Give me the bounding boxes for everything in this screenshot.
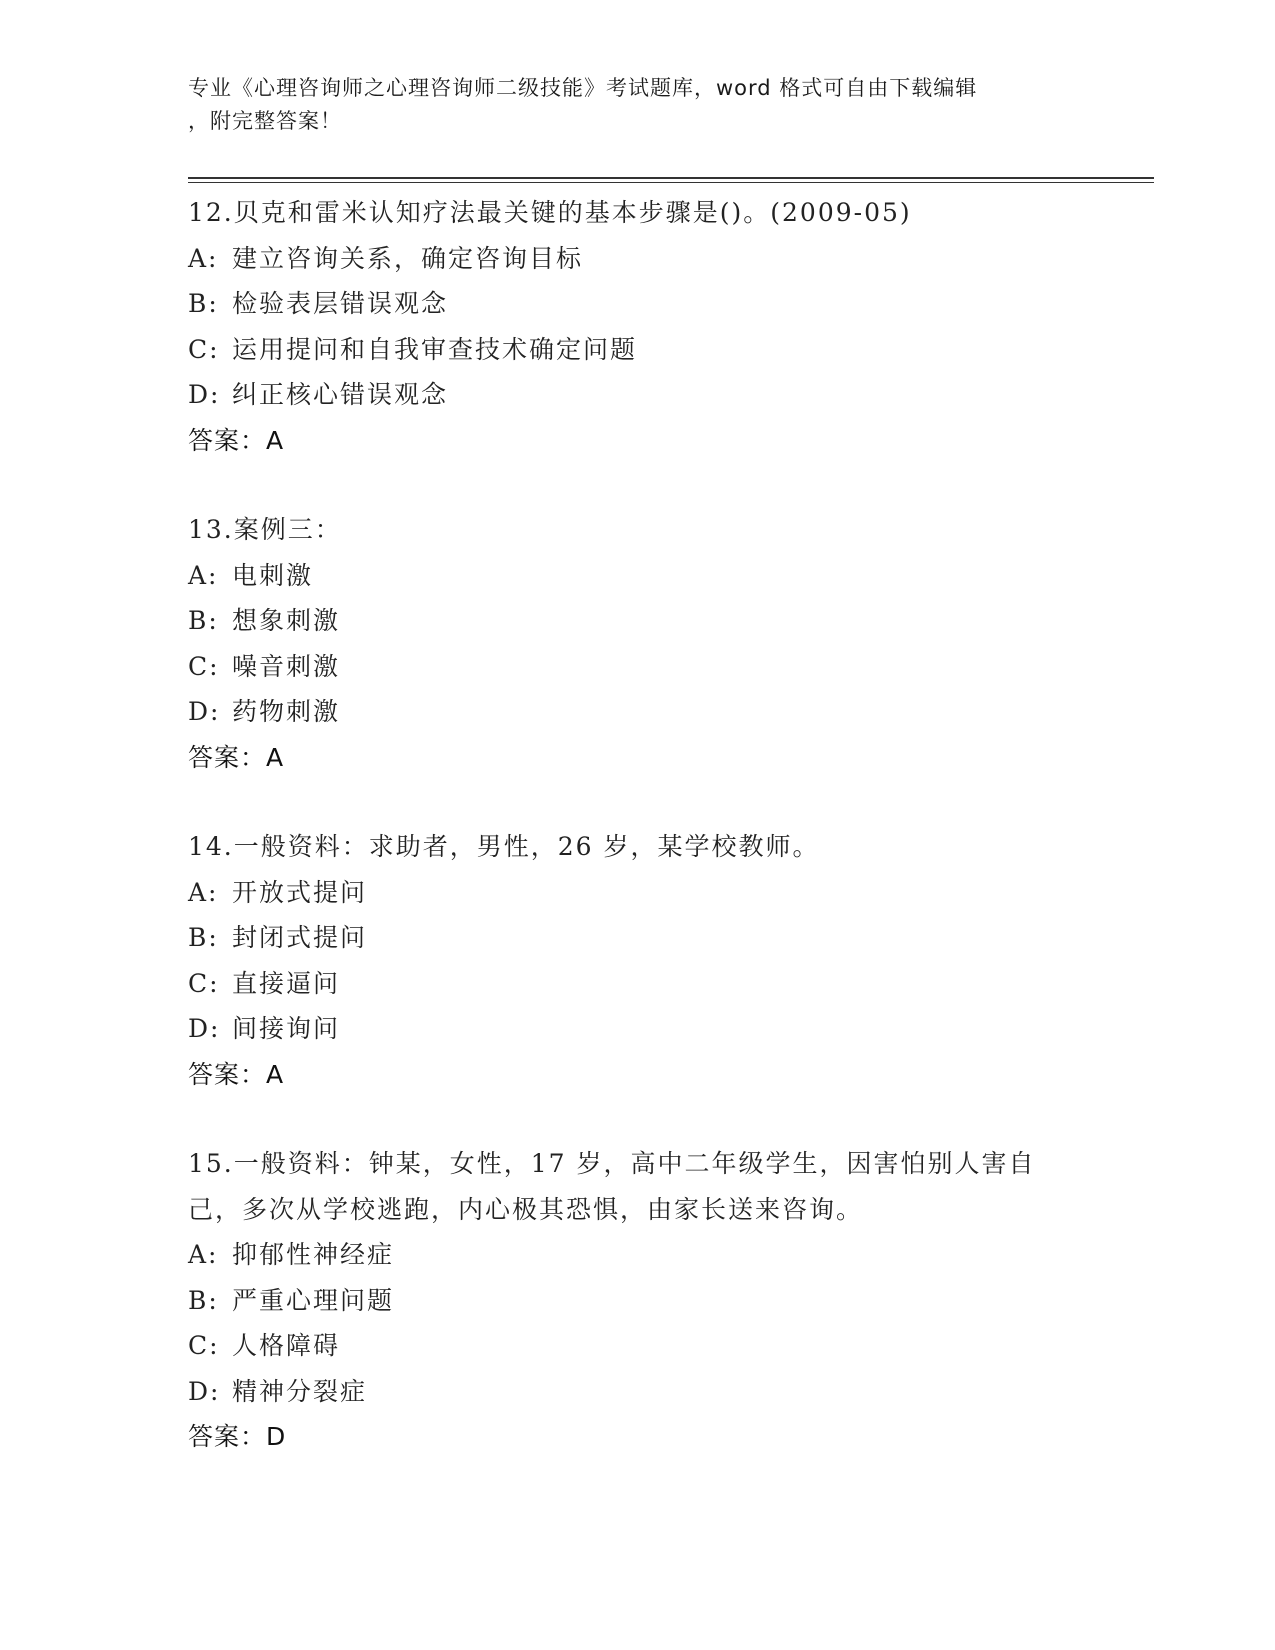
option-text: 检验表层错误观念 — [232, 289, 449, 318]
option-letter: C: — [188, 334, 220, 364]
option-letter: B: — [188, 923, 219, 952]
option-c — [188, 1323, 1088, 1369]
option-text: 抑郁性神经症 — [232, 1240, 395, 1269]
option-letter: B: — [188, 289, 219, 318]
option-a — [188, 553, 1088, 599]
document-header — [188, 72, 1088, 138]
answer-line: 答案：A — [188, 425, 285, 455]
option-text: 噪音刺激 — [232, 651, 341, 681]
option-letter: A: — [188, 877, 219, 907]
option-text: 药物刺激 — [232, 697, 341, 726]
option-letter: B: — [188, 1285, 219, 1315]
option-b — [188, 915, 1088, 961]
option-text: 建立咨询关系，确定咨询目标 — [232, 243, 584, 273]
option-letter: A: — [188, 1240, 219, 1269]
option-a — [188, 870, 1088, 916]
option-c — [188, 327, 1088, 373]
question-list — [188, 190, 1088, 1504]
option-letter: D: — [188, 380, 221, 409]
question-15 — [188, 1141, 1088, 1460]
question-14 — [188, 824, 1088, 1097]
option-letter: C: — [188, 1331, 220, 1360]
option-text: 严重心理问题 — [232, 1285, 395, 1315]
answer-line: 答案：A — [188, 742, 285, 772]
option-d — [188, 372, 1088, 418]
option-a — [188, 236, 1088, 282]
option-text: 电刺激 — [232, 560, 314, 590]
option-text: 开放式提问 — [232, 877, 368, 907]
option-b — [188, 1278, 1088, 1324]
option-text: 精神分裂症 — [232, 1376, 368, 1406]
option-a — [188, 1232, 1088, 1278]
option-text: 纠正核心错误观念 — [232, 380, 449, 409]
option-letter: D: — [188, 1014, 221, 1043]
header-divider-top — [188, 177, 1154, 179]
question-stem: 13.案例三： — [188, 515, 342, 544]
option-letter: C: — [188, 968, 220, 998]
option-letter: A: — [188, 243, 219, 273]
header-divider-bottom — [188, 182, 1154, 183]
header-line-1: 专业《心理咨询师之心理咨询师二级技能》考试题库，word 格式可自由下载编辑 — [188, 76, 978, 100]
option-text: 直接逼问 — [232, 968, 341, 998]
question-13 — [188, 507, 1088, 780]
question-stem: 12.贝克和雷米认知疗法最关键的基本步骤是()。(2009-05) — [188, 198, 912, 227]
question-12 — [188, 190, 1088, 463]
option-letter: C: — [188, 651, 220, 681]
option-text: 封闭式提问 — [232, 923, 368, 952]
answer-line: 答案：D — [188, 1422, 287, 1451]
answer-line: 答案：A — [188, 1059, 285, 1089]
option-b — [188, 598, 1088, 644]
option-d — [188, 1369, 1088, 1415]
option-text: 想象刺激 — [232, 606, 341, 635]
option-text: 运用提问和自我审查技术确定问题 — [232, 334, 638, 364]
question-stem: 14.一般资料：求助者，男性，26 岁，某学校教师。 — [188, 832, 820, 861]
option-text: 人格障碍 — [232, 1331, 341, 1360]
option-letter: A: — [188, 560, 219, 590]
option-b — [188, 281, 1088, 327]
question-stem: 15.一般资料：钟某，女性，17 岁，高中二年级学生，因害怕别人害自己，多次从学校逃跑，内心极其恐惧，由家长送来咨询。 — [188, 1149, 1036, 1224]
option-d — [188, 1006, 1088, 1052]
option-letter: D: — [188, 697, 221, 726]
option-d — [188, 689, 1088, 735]
option-letter: D: — [188, 1376, 221, 1406]
header-line-2: ，附完整答案！ — [188, 109, 342, 133]
option-c — [188, 961, 1088, 1007]
option-text: 间接询问 — [232, 1014, 341, 1043]
option-c — [188, 644, 1088, 690]
option-letter: B: — [188, 606, 219, 635]
